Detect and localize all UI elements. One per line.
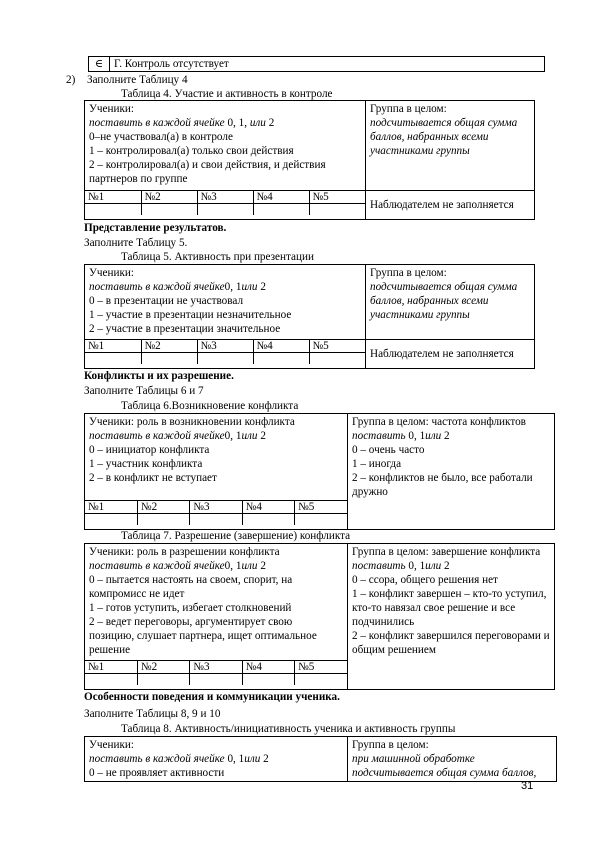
table7-score-cell[interactable] — [242, 674, 294, 686]
table4-students-head: Ученики: — [89, 103, 135, 115]
table4-group-head: Группа в целом: — [370, 103, 447, 115]
table5-numbers-grid — [85, 340, 365, 364]
table7-score-cell[interactable] — [190, 674, 242, 686]
table4-note: Наблюдателем не заполняется — [366, 191, 535, 220]
table6-instruction: поставить в каждой ячейке0, 1или 2 — [89, 430, 266, 442]
table6-num[interactable]: №1 — [85, 501, 137, 514]
table6-group-line: 1 – иногда — [352, 458, 402, 470]
table6-num[interactable]: №2 — [137, 501, 189, 514]
table5-score-cell[interactable] — [141, 353, 197, 365]
table5-score-cell[interactable] — [253, 353, 309, 365]
table6-caption: Таблица 6.Возникновение конфликта — [121, 400, 299, 412]
table7-line: позицию, слушает партнера, ищет оптимальное — [89, 630, 317, 642]
table7-line: 1 – готов уступить, избегает столкновений — [89, 602, 292, 614]
table7-numbers-cell — [85, 661, 348, 690]
table6-numbers-grid — [85, 501, 347, 525]
table8-instruction: поставить в каждой ячейке 0, 1или 2 — [89, 753, 269, 765]
table4 — [84, 100, 535, 220]
table6-line: 2 – в конфликт не вступает — [89, 472, 217, 484]
item2-text: Заполните Таблицу 4 — [87, 74, 188, 86]
table6-score-cell[interactable] — [137, 514, 189, 526]
table4-students-cell — [85, 101, 366, 191]
table6-line: 1 – участник конфликта — [89, 458, 203, 470]
table8-group-line: при машинной обработке — [352, 753, 475, 765]
table5-score-cell[interactable] — [309, 353, 365, 365]
table7-group-line: подчинились — [352, 616, 415, 628]
section-results-title: Представление результатов. — [84, 222, 227, 234]
table8-students-cell — [85, 737, 348, 782]
table6 — [84, 413, 555, 530]
table5-line: 2 – участие в презентации значительное — [89, 323, 281, 335]
table4-num[interactable]: №4 — [253, 191, 309, 204]
table6-group-line: 2 – конфликтов не было, все работали — [352, 472, 533, 484]
table7-group-cell — [348, 544, 555, 690]
table4-group-cell — [366, 101, 535, 191]
table4-group-line: подсчитывается общая сумма — [370, 117, 518, 129]
table6-line: 0 – инициатор конфликта — [89, 444, 210, 456]
table5-score-cell[interactable] — [85, 353, 141, 365]
table8-line: 0 – не проявляет активности — [89, 767, 225, 779]
table7-line: 2 – ведет переговоры, аргументирует свою — [89, 616, 293, 628]
table5-numbers-cell — [85, 340, 366, 369]
page-number: 31 — [521, 780, 534, 792]
table7-students-cell — [85, 544, 348, 661]
top-row-table — [88, 56, 545, 72]
table7-num[interactable]: №3 — [190, 661, 242, 674]
table4-num[interactable]: №5 — [309, 191, 365, 204]
table5 — [84, 264, 535, 369]
table7-caption: Таблица 7. Разрешение (завершение) конфликта — [121, 530, 351, 542]
table8 — [84, 736, 557, 782]
table4-numbers-cell — [85, 191, 366, 220]
table4-group-line: участниками группы — [370, 145, 470, 157]
table7-line: решение — [89, 644, 131, 656]
table7-group-instruction: поставить 0, 1или 2 — [352, 560, 450, 572]
table7-group-line: 0 – ссора, общего решения нет — [352, 574, 498, 586]
table4-line: 1 – контролировал(а) только свои действия — [89, 145, 294, 157]
table7-score-cell[interactable] — [295, 674, 347, 686]
table4-num[interactable]: №2 — [141, 191, 197, 204]
table6-numbers-cell — [85, 501, 348, 530]
table6-group-head: Группа в целом: частота конфликтов — [352, 416, 526, 428]
top-row-mark: ∈ — [89, 57, 110, 72]
table4-score-cell[interactable] — [85, 204, 141, 216]
table6-num[interactable]: №3 — [190, 501, 242, 514]
table4-num[interactable]: №3 — [197, 191, 253, 204]
table4-score-cell[interactable] — [309, 204, 365, 216]
table7-score-cell[interactable] — [137, 674, 189, 686]
top-row-text: Г. Контроль отсутствует — [110, 57, 545, 72]
section-behavior-title: Особенности поведения и коммуникации ученика. — [84, 691, 340, 703]
table5-group-line: участниками группы — [370, 309, 470, 321]
table7-num[interactable]: №5 — [295, 661, 347, 674]
table4-line: партнеров по группе — [89, 173, 188, 185]
table6-group-line: дружно — [352, 486, 388, 498]
table5-group-line: баллов, набранных всеми — [370, 295, 489, 307]
table4-line: 0–не участвовал(а) в контроле — [89, 131, 233, 143]
table5-line: 1 – участие в презентации незначительное — [89, 309, 292, 321]
table6-score-cell[interactable] — [295, 514, 347, 526]
table8-group-line: подсчитывается общая сумма баллов, — [352, 767, 537, 779]
table4-score-cell[interactable] — [197, 204, 253, 216]
table6-num[interactable]: №5 — [295, 501, 347, 514]
table5-num[interactable]: №2 — [141, 340, 197, 353]
table7-group-line: 2 – конфликт завершился переговорами и — [352, 630, 550, 642]
table7-num[interactable]: №1 — [85, 661, 137, 674]
table6-group-instruction: поставить 0, 1или 2 — [352, 430, 450, 442]
table4-num[interactable]: №1 — [85, 191, 141, 204]
table5-line: 0 – в презентации не участвовал — [89, 295, 244, 307]
section-behavior-sub: Заполните Таблицы 8, 9 и 10 — [84, 708, 221, 720]
table5-num[interactable]: №1 — [85, 340, 141, 353]
table6-students-head: Ученики: роль в возникновении конфликта — [89, 416, 295, 428]
table8-students-head: Ученики: — [89, 739, 135, 751]
section-conflicts-title: Конфликты и их разрешение. — [84, 370, 234, 382]
table5-score-cell[interactable] — [197, 353, 253, 365]
table6-students-cell — [85, 414, 348, 501]
table7-group-line: 1 – конфликт завершен – кто-то уступил, — [352, 588, 547, 600]
table5-students-cell — [85, 265, 366, 340]
table5-instruction: поставить в каждой ячейке0, 1или 2 — [89, 281, 266, 293]
table7-num[interactable]: №2 — [137, 661, 189, 674]
table6-group-line: 0 – очень часто — [352, 444, 425, 456]
table7-group-head: Группа в целом: завершение конфликта — [352, 546, 541, 558]
table7-line: компромисс не идет — [89, 588, 185, 600]
table4-score-cell[interactable] — [253, 204, 309, 216]
table5-num[interactable]: №4 — [253, 340, 309, 353]
table7-students-head: Ученики: роль в разрешении конфликта — [89, 546, 280, 558]
table8-caption: Таблица 8. Активность/инициативность ученика и активность группы — [121, 723, 456, 735]
table8-group-head: Группа в целом: — [352, 739, 429, 751]
table6-group-cell — [348, 414, 555, 530]
table4-numbers-grid — [85, 191, 365, 215]
table5-group-line: подсчитывается общая сумма — [370, 281, 518, 293]
table7-numbers-grid — [85, 661, 347, 685]
table7-score-cell[interactable] — [85, 674, 137, 686]
table5-num[interactable]: №3 — [197, 340, 253, 353]
table5-note: Наблюдателем не заполняется — [366, 340, 535, 369]
section-conflicts-sub: Заполните Таблицы 6 и 7 — [84, 385, 204, 397]
table5-students-head: Ученики: — [89, 267, 135, 279]
table7-line: 0 – пытается настоять на своем, спорит, на — [89, 574, 293, 586]
table7-instruction: поставить в каждой ячейке0, 1или 2 — [89, 560, 266, 572]
table7-group-line: кто-то навязал свое решение и все — [352, 602, 516, 614]
table6-score-cell[interactable] — [85, 514, 137, 526]
table6-score-cell[interactable] — [242, 514, 294, 526]
table6-score-cell[interactable] — [190, 514, 242, 526]
table4-score-cell[interactable] — [141, 204, 197, 216]
table7-num[interactable]: №4 — [242, 661, 294, 674]
table5-caption: Таблица 5. Активность при презентации — [121, 251, 314, 263]
section-results-sub: Заполните Таблицу 5. — [84, 237, 188, 249]
table4-line: 2 – контролировал(а) и свои действия, и действия — [89, 159, 326, 171]
table5-group-cell — [366, 265, 535, 340]
table7-group-line: общим решением — [352, 644, 436, 656]
table4-instruction: поставить в каждой ячейке 0, 1, или 2 — [89, 117, 275, 129]
table4-group-line: баллов, набранных всеми — [370, 131, 489, 143]
table5-group-head: Группа в целом: — [370, 267, 447, 279]
table4-caption: Таблица 4. Участие и активность в контроле — [121, 88, 333, 100]
table7 — [84, 543, 555, 690]
table5-num[interactable]: №5 — [309, 340, 365, 353]
item2-number: 2) — [66, 74, 76, 86]
table6-num[interactable]: №4 — [242, 501, 294, 514]
table8-group-cell — [348, 737, 557, 782]
